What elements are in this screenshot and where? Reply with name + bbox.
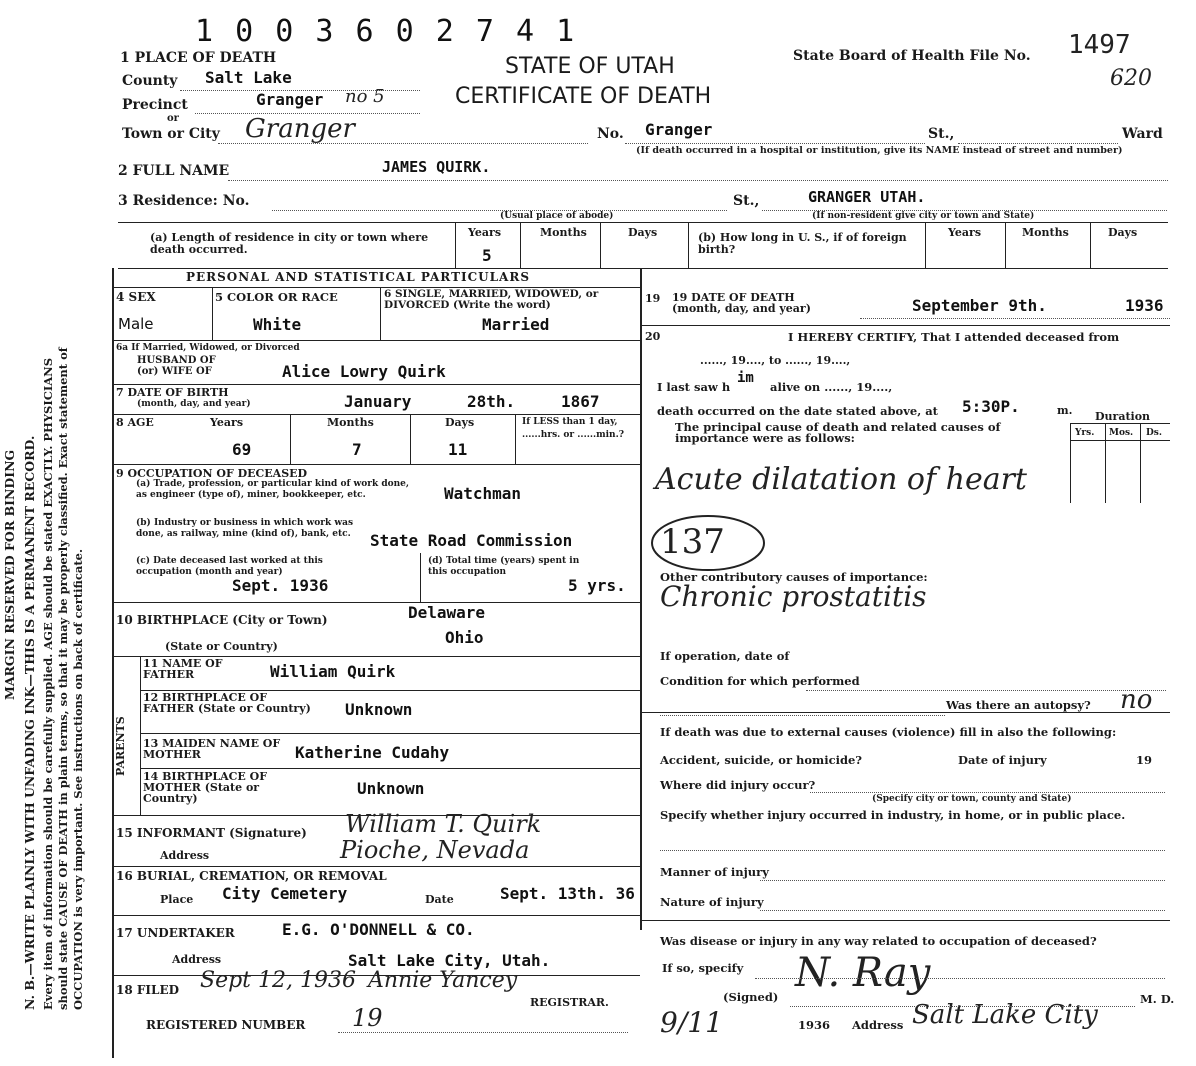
father-birthplace-label: 12 BIRTHPLACE OF FATHER (State or Country) (143, 691, 311, 715)
margin-write-plainly: N. B.—WRITE PLAINLY WITH UNFADING INK—THIS IS A PERMANENT RECORD. (22, 435, 37, 1010)
town-handwritten: Granger (245, 114, 355, 144)
md-label: M. D. (1140, 992, 1175, 1006)
town-label: Town or City (122, 126, 220, 142)
occupation-b-value: State Road Commission (370, 531, 573, 550)
usual-abode-note: (Usual place of abode) (500, 211, 614, 221)
dod-label: 19 DATE OF DEATH (month, day, and year) (672, 291, 811, 315)
margin-information-note: Every item of information should be carefully supplied. AGE should be stated EXACTLY. PHYSICIANS (41, 357, 55, 1010)
state-title: STATE OF UTAH (505, 54, 675, 79)
res-days-header: Days (628, 226, 658, 239)
certify-text: I HEREBY CERTIFY, That I attended deceased from (788, 330, 1120, 344)
occupation-heading: 9 OCCUPATION OF DECEASED (116, 467, 308, 480)
burial-place-label: Place (160, 893, 194, 906)
ward-label: Ward (1122, 126, 1163, 142)
precinct-handwritten: no 5 (345, 86, 385, 107)
occupation-b-label: (b) Industry or business in which work was done, as railway, mine (kind of), bank, etc. (136, 518, 354, 539)
age-months-label: Months (327, 416, 374, 429)
sex-value: Male (118, 315, 154, 333)
informant-label: 15 INFORMANT (Signature) (116, 826, 307, 840)
cause-label: The principal cause of death and related causes of importance were as follows: (675, 420, 1001, 445)
dob-month: January (344, 392, 412, 411)
street-number-value: Granger (645, 120, 713, 139)
death-occurred-label: death occurred on the date stated above, at (657, 404, 938, 418)
age-days-value: 11 (448, 440, 468, 459)
mother-label: 13 MAIDEN NAME OF MOTHER (143, 737, 281, 761)
father-value: William Quirk (270, 662, 396, 681)
mother-birthplace-label: 14 BIRTHPLACE OF MOTHER (State or Country) (143, 770, 268, 805)
precinct-label: Precinct (122, 97, 188, 113)
non-resident-note: (If non-resident give city or town and State) (812, 211, 1035, 221)
birthplace-city: Delaware (408, 603, 486, 622)
street-number-label: No. (597, 126, 624, 142)
informant-address-label: Address (160, 849, 210, 862)
full-name-label: 2 FULL NAME (118, 163, 230, 179)
marital-value: Married (482, 315, 550, 334)
color-value: White (253, 315, 302, 334)
spouse-label-3: (or) WIFE OF (137, 366, 212, 377)
dob-sublabel: (month, day, and year) (137, 399, 251, 409)
spouse-label-1: 6a If Married, Widowed, or Divorced (116, 343, 300, 353)
contributory-label: Other contributory causes of importance: (660, 570, 928, 584)
death-time-m: m. (1057, 404, 1073, 417)
residence-value: GRANGER UTAH. (808, 188, 926, 206)
color-label: 5 COLOR OR RACE (215, 290, 338, 304)
injury-date-label: Date of injury (958, 753, 1047, 767)
file-number: 1497 (1068, 30, 1131, 60)
undertaker-address-label: Address (172, 953, 222, 966)
physician-signature: N. Ray (795, 950, 931, 996)
injury-industry-label: Specify whether injury occurred in industry, in home, or in public place. (660, 808, 1126, 822)
cause-code: 137 (660, 522, 725, 562)
last-saw-label: I last saw h (657, 380, 731, 394)
father-label: 11 NAME OF FATHER (143, 657, 223, 681)
filed-label: 18 FILED (116, 983, 179, 997)
spouse-label-2: HUSBAND OF (137, 355, 216, 366)
burial-date: Sept. 13th. 36 (500, 884, 635, 903)
res-years-header: Years (468, 226, 502, 239)
informant-signature: William T. Quirk (345, 810, 542, 838)
birthplace-state: Ohio (445, 628, 484, 647)
occupation-c-value: Sept. 1936 (232, 576, 329, 595)
residence-label: 3 Residence: No. (118, 193, 250, 209)
condition-label: Condition for which performed (660, 674, 860, 688)
dob-day: 28th. (467, 392, 516, 411)
res-years-value: 5 (482, 246, 492, 265)
dob-year: 1867 (561, 392, 600, 411)
last-saw-im: im (737, 370, 754, 386)
dod-number: 19 (645, 292, 661, 305)
burial-label: 16 BURIAL, CREMATION, OR REMOVAL (116, 869, 387, 883)
contributory-handwritten: Chronic prostatitis (660, 580, 927, 613)
duration-label: Duration (1095, 410, 1151, 423)
residence-length-label: (a) Length of residence in city or town where death occurred. (150, 231, 429, 256)
personal-heading: PERSONAL AND STATISTICAL PARTICULARS (186, 270, 531, 284)
precinct-value: Granger (256, 90, 324, 109)
nature-label: Nature of injury (660, 895, 764, 909)
marital-label: 6 SINGLE, MARRIED, WIDOWED, or DIVORCED (Write the word) (384, 288, 599, 311)
autopsy-value: no (1120, 685, 1153, 715)
us-months-header: Months (1022, 226, 1069, 239)
birthplace-state-label: (State or Country) (165, 640, 278, 653)
autopsy-label: Was there an autopsy? (946, 698, 1091, 712)
registrar-label: REGISTRAR. (530, 996, 609, 1009)
occupation-d-value: 5 yrs. (568, 576, 626, 595)
attended-range: ......, 19...., to ......, 19...., (700, 354, 851, 367)
signed-label: (Signed) (723, 990, 779, 1004)
last-saw-alive: alive on ......, 19...., (770, 380, 893, 394)
related-label: Was disease or injury in any way related to occupation of deceased? (660, 934, 1097, 948)
duration-yrs: Yrs. (1075, 428, 1095, 438)
physician-address-label: Address (852, 1018, 904, 1032)
spouse-value: Alice Lowry Quirk (282, 362, 446, 381)
street-label: St., (928, 126, 955, 142)
margin-binding-note: MARGIN RESERVED FOR BINDING (2, 449, 17, 700)
or-label: or (167, 113, 179, 124)
age-months-value: 7 (352, 440, 362, 459)
county-label: County (122, 73, 178, 89)
injury-year-label: 19 (1136, 753, 1153, 767)
margin-occupation-note: OCCUPATION is very important. See instructions on back of certificate. (71, 549, 85, 1010)
manner-label: Manner of injury (660, 865, 769, 879)
us-years-header: Years (948, 226, 982, 239)
occupation-a-label: (a) Trade, profession, or particular kind of work done, as engineer (type of), miner, bookkeeper, etc. (136, 479, 410, 500)
birthplace-label: 10 BIRTHPLACE (City or Town) (116, 613, 328, 627)
mother-value: Katherine Cudahy (295, 743, 450, 762)
certificate-title: CERTIFICATE OF DEATH (455, 84, 712, 109)
registered-number: 19 (352, 1004, 383, 1032)
age-days-label: Days (445, 416, 475, 429)
mother-birthplace: Unknown (357, 779, 425, 798)
sign-year: 1936 (798, 1018, 831, 1032)
sign-date: 9/11 (660, 1006, 723, 1039)
file-number-secondary: 620 (1110, 66, 1152, 91)
undertaker-address: Salt Lake City, Utah. (348, 951, 551, 970)
binding-margin (0, 0, 100, 1066)
external-causes-label: If death was due to external causes (violence) fill in also the following: (660, 725, 1117, 739)
undertaker-name: E.G. O'DONNELL & CO. (282, 920, 475, 939)
if-so-label: If so, specify (662, 961, 744, 975)
full-name-value: JAMES QUIRK. (382, 158, 491, 176)
dod-year: 1936 (1125, 296, 1164, 315)
parents-side-label: PARENTS (114, 716, 127, 776)
age-label: 8 AGE (116, 416, 154, 429)
us-days-header: Days (1108, 226, 1138, 239)
file-number-label: State Board of Health File No. (793, 48, 1031, 64)
occupation-d-label: (d) Total time (years) spent in this occupation (428, 556, 580, 577)
father-birthplace: Unknown (345, 700, 413, 719)
margin-cause-note: should state CAUSE OF DEATH in plain terms, so that it may be properly classified. Exact statement of (56, 347, 70, 1010)
residence-street-label: St., (733, 193, 760, 209)
burial-date-label: Date (425, 893, 454, 906)
hospital-note: (If death occurred in a hospital or institution, give its NAME instead of street and number) (636, 145, 1123, 156)
cause-code-circle (648, 512, 768, 574)
registrar-signature: Annie Yancey (368, 968, 518, 993)
duration-mos: Mos. (1109, 428, 1134, 438)
sex-label: 4 SEX (116, 290, 156, 304)
age-years-label: Years (210, 416, 244, 429)
filed-date: Sept 12, 1936 (200, 968, 356, 993)
certify-number: 20 (645, 330, 661, 343)
dob-label: 7 DATE OF BIRTH (116, 386, 229, 399)
age-years-value: 69 (232, 440, 252, 459)
burial-place: City Cemetery (222, 884, 348, 903)
duration-ds: Ds. (1146, 428, 1163, 438)
injury-where-label: Where did injury occur? (660, 778, 816, 792)
foreign-birth-label: (b) How long in U. S., if of foreign birth? (698, 231, 907, 256)
death-time: 5:30P. (962, 397, 1020, 416)
registered-number-label: REGISTERED NUMBER (146, 1018, 306, 1032)
cause-handwritten: Acute dilatation of heart (655, 462, 1027, 497)
res-months-header: Months (540, 226, 587, 239)
dod-value: September 9th. (912, 296, 1047, 315)
informant-address: Pioche, Nevada (340, 836, 530, 864)
accident-label: Accident, suicide, or homicide? (660, 753, 863, 767)
physician-address: Salt Lake City (912, 1000, 1098, 1030)
occupation-c-label: (c) Date deceased last worked at this occupation (month and year) (136, 556, 323, 577)
undertaker-label: 17 UNDERTAKER (116, 926, 235, 940)
serial-number: 1 0 0 3 6 0 2 7 4 1 (195, 14, 577, 49)
injury-where-note: (Specify city or town, county and State) (872, 794, 1072, 804)
operation-label: If operation, date of (660, 649, 790, 663)
county-value: Salt Lake (205, 68, 292, 87)
less-than-label: If LESS than 1 day, ......hrs. or ......min.? (522, 417, 624, 440)
place-of-death-heading: 1 PLACE OF DEATH (120, 50, 277, 66)
occupation-a-value: Watchman (444, 484, 522, 503)
